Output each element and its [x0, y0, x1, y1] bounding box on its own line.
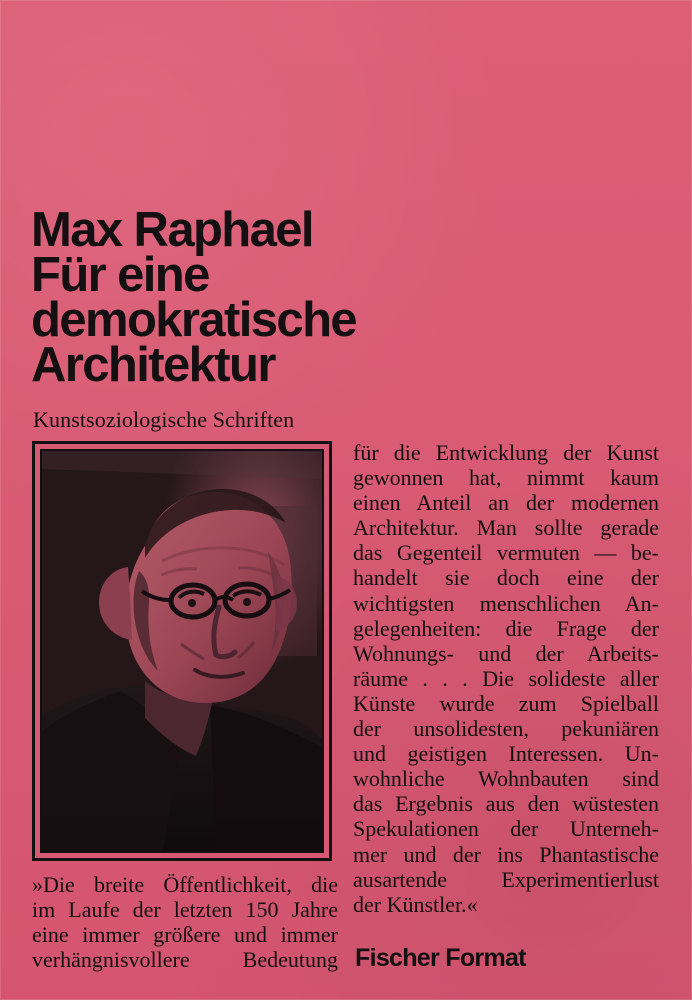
author-portrait-frame: [32, 441, 332, 861]
quote-right-line-13: und geistigen Interessen. Un-: [353, 741, 659, 767]
quote-opening: [32, 872, 338, 972]
title-line-3: Architektur: [31, 338, 275, 393]
quote-right-line-15: das Ergebnis aus den wüstesten: [353, 791, 659, 817]
quote-right-line-8: gelegenheiten: die Frage der: [353, 615, 659, 641]
quote-right-line-14: wohnliche Wohnbauten sind: [353, 766, 659, 792]
quote-right-line-3: einen Anteil an der modernen: [353, 490, 659, 516]
title-line-2: demokratische: [31, 293, 357, 348]
author-portrait-illustration: [42, 451, 322, 851]
quote-right-line-11: Künste wurde zum Spielball: [353, 690, 659, 716]
quote-right-line-16: Spekulationen der Unterneh-: [353, 816, 659, 842]
quote-right-line-12: der unsolidesten, pekuniären: [353, 716, 659, 742]
book-title: [31, 203, 451, 393]
quote-right-line-1: für die Entwicklung der Kunst: [353, 440, 659, 465]
quote-left-line-3: eine immer größere und immer: [32, 922, 338, 948]
quote-right-line-5: das Gegenteil vermuten — be-: [353, 540, 659, 566]
quote-right-line-18: ausartende Experimentierlust: [353, 866, 659, 892]
quote-left-line-1: »Die breite Öffentlichkeit, die: [32, 872, 338, 897]
quote-continuation: [353, 440, 659, 917]
book-subtitle: Kunstsoziologische Schriften: [33, 407, 295, 432]
quote-left-line-4: verhängnisvollere Bedeutung: [32, 947, 338, 973]
quote-right-line-7: wichtigsten menschlichen An-: [353, 590, 659, 616]
author-name: Max Raphael: [31, 203, 313, 257]
quote-left-line-2: im Laufe der letzten 150 Jahre: [32, 897, 338, 923]
quote-right-line-17: mer und der ins Phantastische: [353, 841, 659, 867]
publisher-imprint: Fischer Format: [355, 944, 526, 972]
quote-right-line-19: der Künstler.«: [353, 891, 478, 917]
quote-right-line-10: räume . . . Die solideste aller: [353, 665, 659, 691]
title-line-1: Für eine: [31, 248, 209, 303]
quote-right-line-6: handelt sie doch eine der: [353, 565, 659, 591]
quote-right-line-4: Architektur. Man sollte gerade: [353, 515, 659, 541]
quote-right-line-9: Wohnungs- und der Arbeits-: [353, 640, 659, 666]
author-portrait: [40, 449, 324, 853]
quote-right-line-2: gewonnen hat, nimmt kaum: [353, 465, 659, 491]
